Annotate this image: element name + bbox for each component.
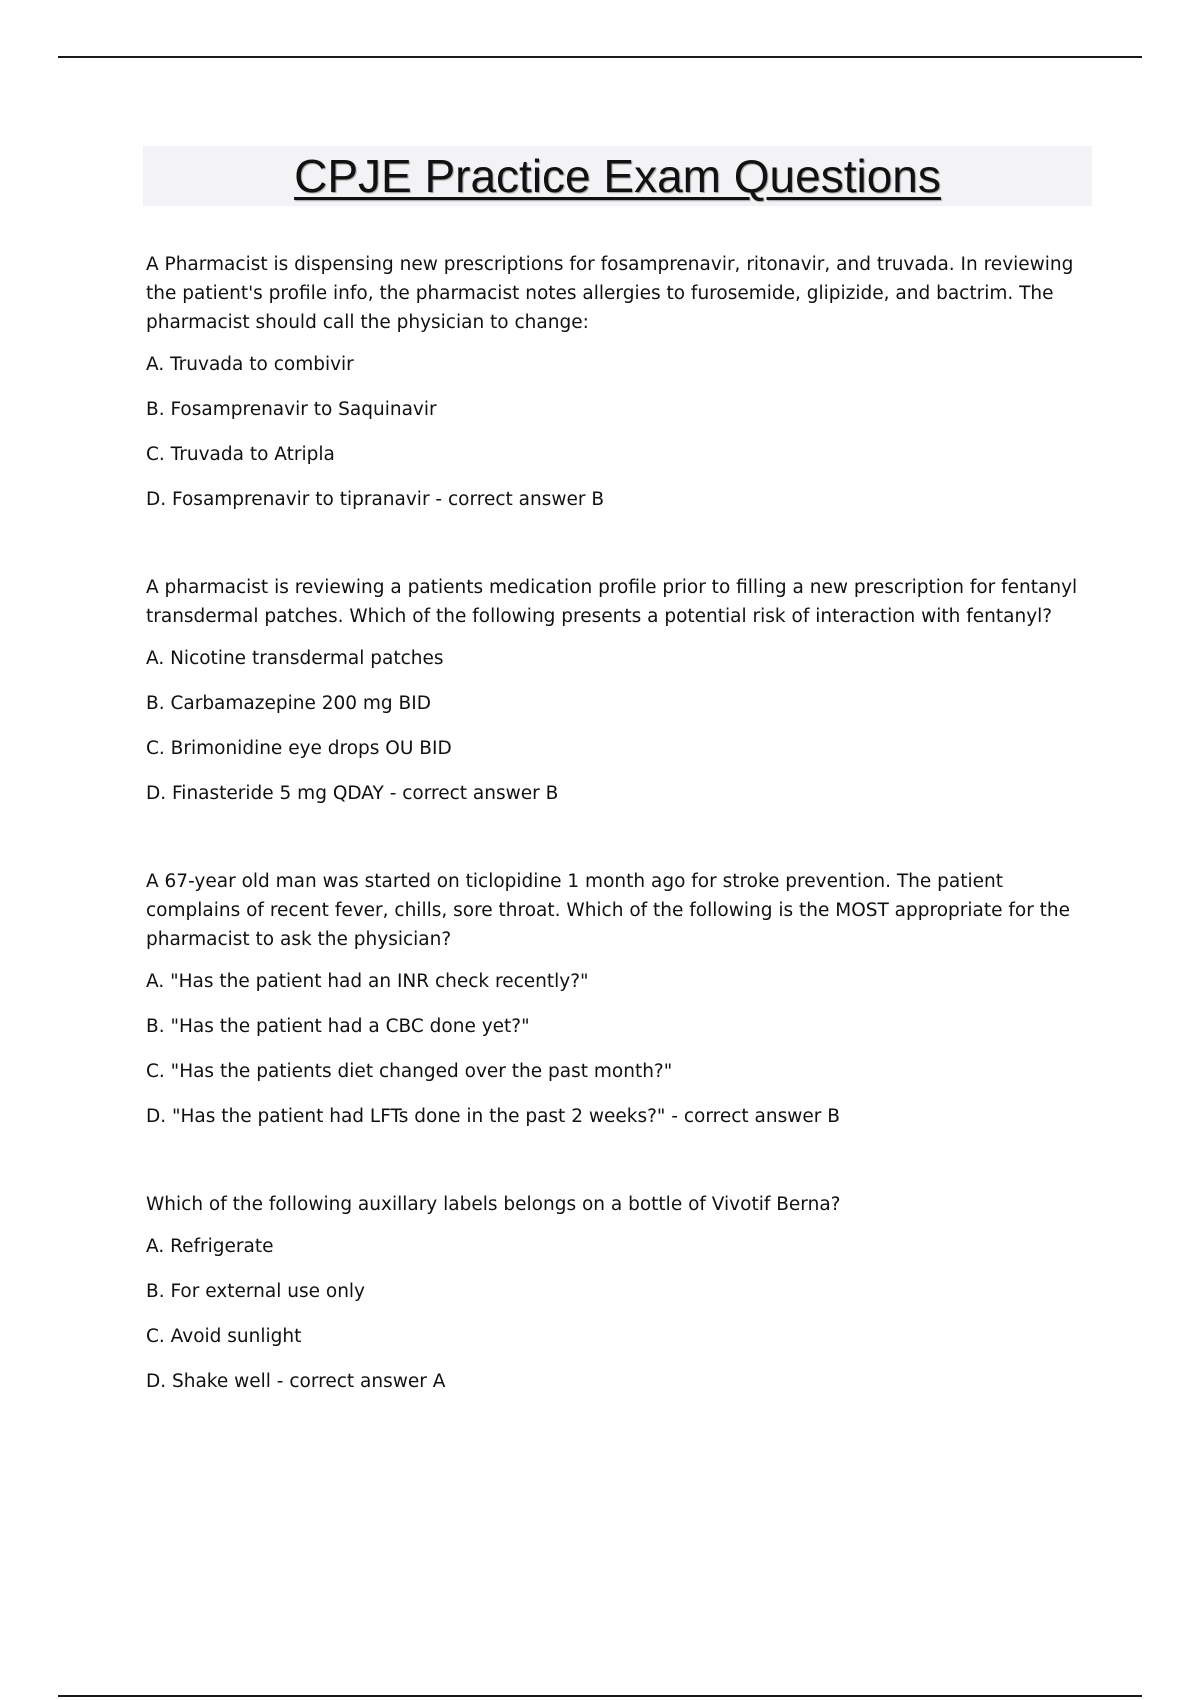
answer-option-a: A. Refrigerate	[146, 1236, 274, 1257]
question-stem: A 67-year old man was started on ticlopidine 1 month ago for stroke prevention. The patient complains of recent fever, chills, sore throat. Which of the following is the MOST appropriate for the pharmacist to ask the physician?	[146, 871, 1071, 950]
answer-option-d: D. Finasteride 5 mg QDAY - correct answer B	[146, 783, 559, 804]
question-4	[146, 1190, 1086, 1395]
answer-option-c: C. Avoid sunlight	[146, 1326, 302, 1347]
question-list	[146, 250, 1086, 1455]
bottom-rule	[58, 1695, 1142, 1697]
answer-option-b: B. "Has the patient had a CBC done yet?"	[146, 1016, 530, 1037]
answer-option-a: A. Nicotine transdermal patches	[146, 648, 444, 669]
answer-option-b: B. Fosamprenavir to Saquinavir	[146, 399, 437, 420]
answer-option-a: A. Truvada to combivir	[146, 354, 354, 375]
answer-option-a: A. "Has the patient had an INR check recently?"	[146, 971, 589, 992]
question-stem: A Pharmacist is dispensing new prescriptions for fosamprenavir, ritonavir, and truvada. In reviewing the patient's profile info, the pharmacist notes allergies to furosemide, glipizide, and bactrim. The pharmacist should call the physician to change:	[146, 254, 1074, 333]
page-title: CPJE Practice Exam Questions	[294, 150, 941, 202]
question-stem: A pharmacist is reviewing a patients medication profile prior to filling a new prescription for fentanyl transdermal patches. Which of the following presents a potential risk of interaction with fentanyl?	[146, 577, 1078, 627]
top-rule	[58, 56, 1142, 58]
answer-option-c: C. Truvada to Atripla	[146, 444, 335, 465]
answer-option-d: D. "Has the patient had LFTs done in the past 2 weeks?" - correct answer B	[146, 1106, 840, 1127]
answer-option-b: B. For external use only	[146, 1281, 366, 1302]
question-3	[146, 867, 1086, 1130]
answer-option-d: D. Shake well - correct answer A	[146, 1371, 446, 1392]
question-stem: Which of the following auxillary labels belongs on a bottle of Vivotif Berna?	[146, 1194, 841, 1215]
answer-option-c: C. "Has the patients diet changed over the past month?"	[146, 1061, 673, 1082]
answer-option-c: C. Brimonidine eye drops OU BID	[146, 738, 452, 759]
answer-option-d: D. Fosamprenavir to tipranavir - correct answer B	[146, 489, 605, 510]
question-1	[146, 250, 1086, 513]
title-banner	[143, 146, 1092, 206]
answer-option-b: B. Carbamazepine 200 mg BID	[146, 693, 431, 714]
question-2	[146, 573, 1086, 807]
